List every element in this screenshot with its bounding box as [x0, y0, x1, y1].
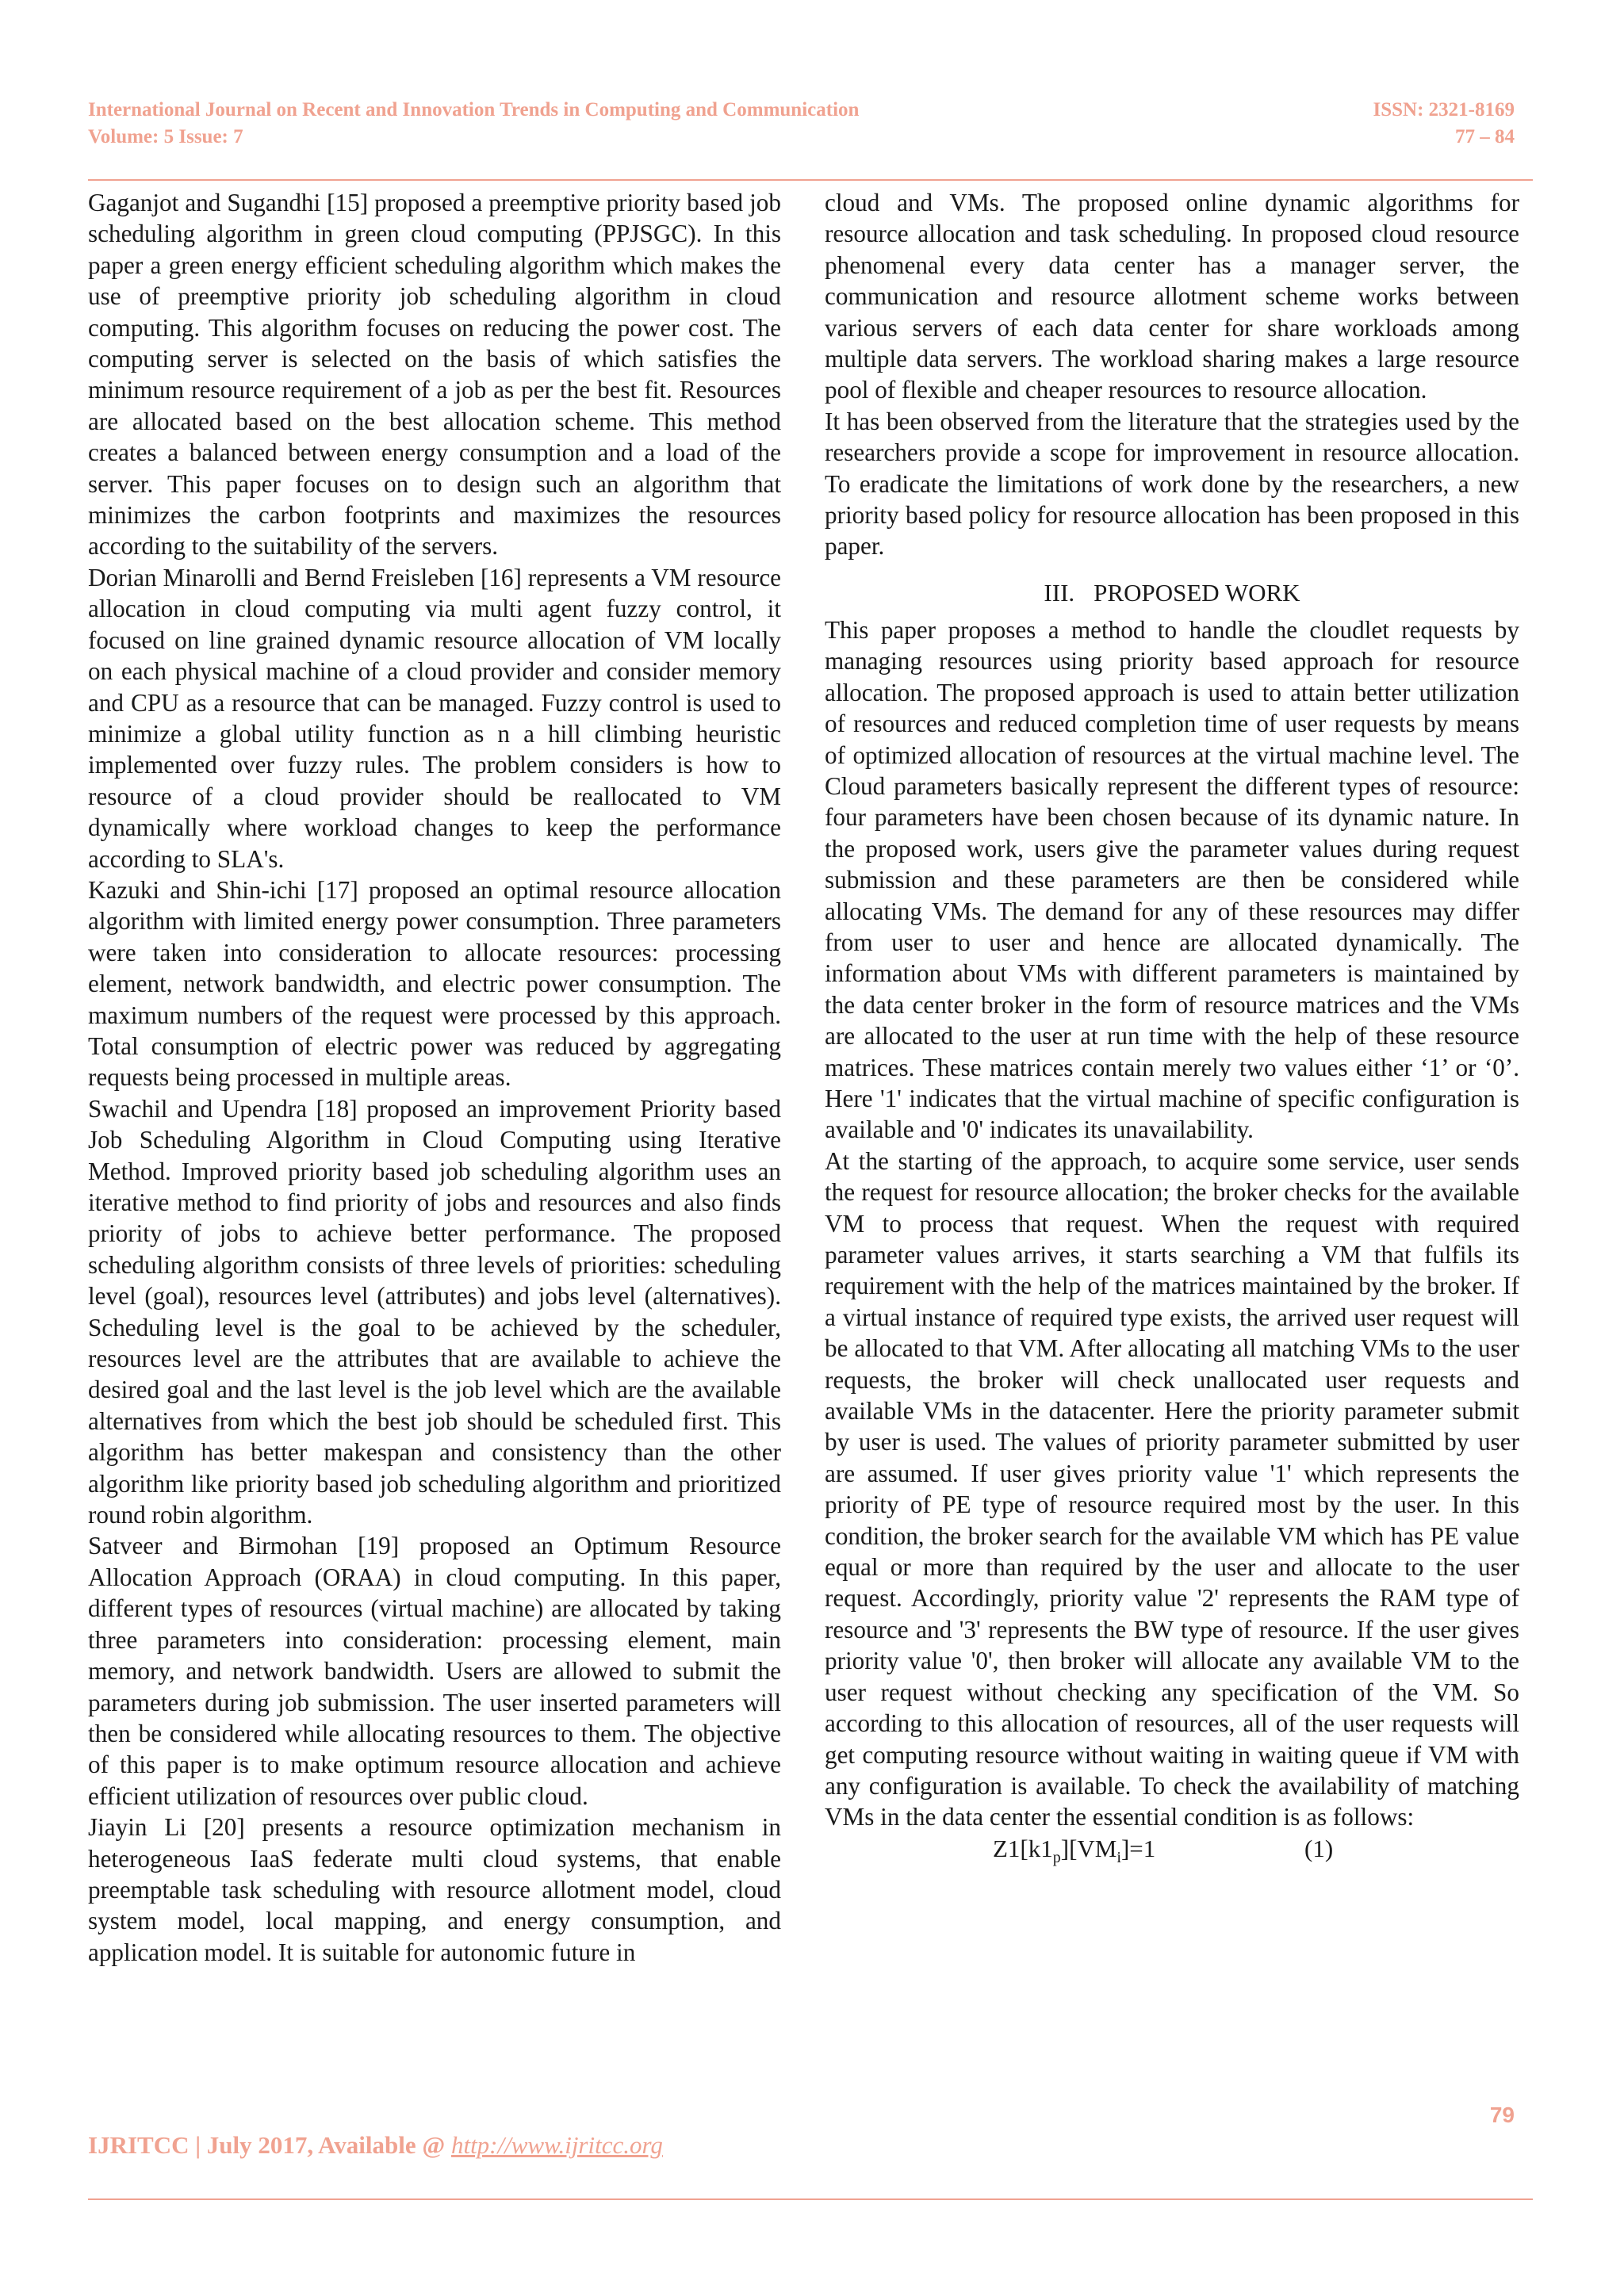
footer-divider — [88, 2198, 1533, 2200]
footer — [88, 2131, 663, 2160]
section-number: III. — [1044, 578, 1075, 607]
issn: ISSN: 2321-8169 — [1373, 99, 1515, 121]
paragraph: Satveer and Birmohan [19] proposed an Optimum Resource Allocation Approach (ORAA) in cloud computing. In this paper, different types of resources (virtual machine) are allocated by taking three parameters into consideration: processing element, main memory, and network bandwidth. Users are allowed to submit the parameters during job submission. The user inserted parameters will then be considered while allocating resources to them. The objective of this paper is to make optimum resource allocation and achieve efficient utilization of resources over public cloud. — [88, 1532, 781, 1810]
paragraph: Dorian Minarolli and Bernd Freisleben [16] represents a VM resource allocation in cloud computing via multi agent fuzzy control, it focused on line grained dynamic resource allocation of VM locally on each physical machine of a cloud provider and consider memory and CPU as a resource that can be managed. Fuzzy control is used to minimize a global utility function as n a hill climbing heuristic implemented over fuzzy rules. The problem considers is how to resource of a cloud provider should be reallocated to VM dynamically where workload changes to keep the performance according to SLA's. — [88, 563, 781, 873]
equation — [825, 1833, 1519, 1865]
paragraph: Swachil and Upendra [18] proposed an improvement Priority based Job Scheduling Algorithm in Cloud Computing using Iterative Method. Improved priority based job scheduling algorithm uses an iterative method to find priority of jobs and resources and also finds priority of jobs to achieve better performance. The proposed scheduling algorithm consists of three levels of priorities: scheduling level (goal), resources level (attributes) and jobs level (alternatives). Scheduling level is the goal to be achieved by the scheduler, resources level are the attributes that are available to achieve the desired goal and the last level is the job level which are the available alternatives from which the best job should be scheduled first. This algorithm has better makespan and consistency than the other algorithm like priority based job scheduling algorithm and prioritized round robin algorithm. — [88, 1094, 781, 1529]
left-column — [88, 187, 781, 1968]
equation-number: (1) — [1304, 1834, 1334, 1862]
section-title: PROPOSED WORK — [1094, 578, 1300, 607]
paragraph: Jiayin Li [20] presents a resource optimization mechanism in heterogeneous IaaS federate multi cloud systems, that enable preemptable task scheduling with resource allotment model, cloud system model, local mapping, and energy consumption, and application model. It is suitable for autonomic future in — [88, 1813, 781, 1966]
paragraph: Gaganjot and Sugandhi [15] proposed a preemptive priority based job scheduling algorithm in green cloud computing (PPJSGC). In this paper a green energy efficient scheduling algorithm which makes the use of preemptive priority job scheduling algorithm in cloud computing. This algorithm focuses on reducing the power cost. The computing server is selected on the basis of which satisfies the minimum resource requirement of a job as per the best fit. Resources are allocated based on the best allocation scheme. This method creates a balanced between energy consumption and a load of the server. This paper focuses on to design such an algorithm that minimizes the carbon footprints and maximizes the resources according to the suitability of the servers. — [88, 189, 781, 561]
page-number: 79 — [1489, 2103, 1515, 2127]
right-column — [825, 187, 1519, 1865]
journal-title: International Journal on Recent and Innovation Trends in Computing and Communication — [88, 99, 860, 121]
footer-text: IJRITCC | July 2017, Available @ — [88, 2131, 451, 2159]
journal-link[interactable]: http://www.ijritcc.org — [450, 2131, 663, 2159]
page-range: 77 – 84 — [1455, 126, 1515, 147]
volume-issue: Volume: 5 Issue: 7 — [88, 126, 243, 147]
paragraph: This paper proposes a method to handle the cloudlet requests by managing resources using priority based approach for resource allocation. The proposed approach is used to attain better utilization of resources and reduced completion time of user requests by means of optimized allocation of resources at the virtual machine level. The Cloud parameters basically represent the different types of resource: four parameters have been chosen because of its dynamic nature. In the proposed work, users give the parameter values during request submission and these parameters are then be considered while allocating VMs. The demand for any of these resources may differ from user to user and hence are allocated dynamically. The information about VMs with different parameters is maintained by the data center broker in the form of resource matrices and the VMs are allocated to the user at run time with the help of these resource matrices. These matrices contain merely two values either ‘1’ or ‘0’. Here '1' indicates that the virtual machine of specific configuration is available and '0' indicates its unavailability. — [825, 615, 1519, 1144]
equation-formula: $Z1[k1_p][VM_i]=1$ — [993, 1834, 1156, 1866]
paragraph: Kazuki and Shin-ichi [17] proposed an optimal resource allocation algorithm with limited energy power consumption. Three parameters were taken into consideration to allocate resources: processing element, network bandwidth, and electric power consumption. The maximum numbers of the request were processed by this approach. Total consumption of electric power was reduced by aggregating requests being processed in multiple areas. — [88, 875, 781, 1092]
header-divider — [88, 179, 1533, 181]
running-header-right — [1373, 97, 1515, 151]
paragraph: At the starting of the approach, to acquire some service, user sends the request for resource allocation; the broker checks for the available VM to process that request. When the request with required parameter values arrives, it starts searching a VM that fulfils its requirement with the help of the matrices maintained by the broker. If a virtual instance of required type exists, the arrived user request will be allocated to that VM. After allocating all matching VMs to the user requests, the broker will check unallocated user requests and available VMs in the datacenter. Here the priority parameter submit by user is used. The values of priority parameter submitted by user are assumed. If user gives priority value '1' which represents the priority of PE type of resource required most by the user. In this condition, the broker search for the available VM which has PE value equal or more than required by the user and allocate to the user request. Accordingly, priority value '2' represents the RAM type of resource and '3' represents the BW type of resource. If the user gives priority value '0', then broker will allocate any available VM to the user request without checking any specification of the VM. So according to this allocation of resources, all of the user requests will get computing resource without waiting in waiting queue if VM with any configuration is available. To check the availability of matching VMs in the data center the essential condition is as follows: — [825, 1146, 1519, 1831]
running-header-left — [88, 97, 859, 151]
paragraph: cloud and VMs. The proposed online dynamic algorithms for resource allocation and task scheduling. In proposed cloud resource phenomenal every data center has a manager server, the communication and resource allotment scheme works between various servers of each data center for share workloads among multiple data servers. The workload sharing makes a large resource pool of flexible and cheaper resources to resource allocation. — [825, 189, 1519, 404]
paragraph: It has been observed from the literature that the strategies used by the researchers provide a scope for improvement in resource allocation. To eradicate the limitations of work done by the researchers, a new priority based policy for resource allocation has been proposed in this paper. — [825, 407, 1519, 561]
section-heading — [825, 578, 1519, 608]
